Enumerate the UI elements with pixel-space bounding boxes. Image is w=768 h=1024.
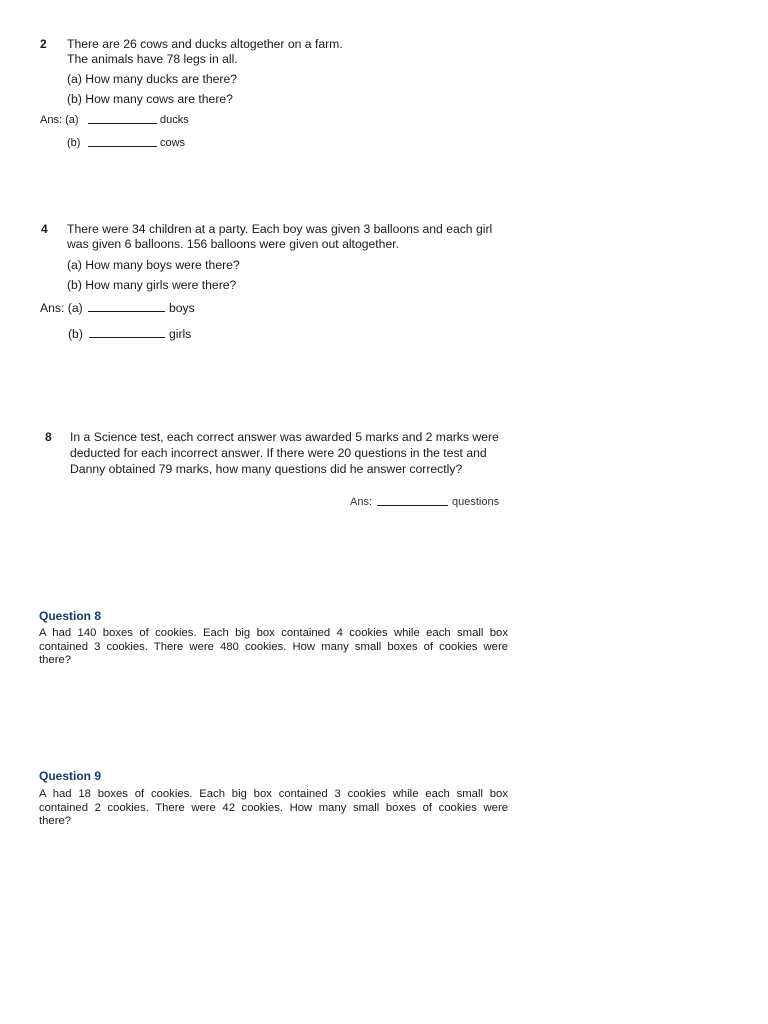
answer-unit: ducks — [160, 114, 189, 126]
answer-blank[interactable] — [88, 301, 165, 312]
problem-text-line: The animals have 78 legs in all. — [67, 52, 238, 66]
sub-question: (b) How many cows are there? — [67, 92, 233, 106]
answer-label: Ans: (a) — [40, 114, 79, 126]
answer-label: (b) — [68, 327, 83, 341]
problem-text-line: Danny obtained 79 marks, how many questions did he answer correctly? — [70, 462, 463, 476]
question-heading: Question 8 — [39, 609, 102, 623]
problem-number: 4 — [41, 222, 48, 236]
problem-text-line: There are 26 cows and ducks altogether on a farm. — [67, 37, 343, 51]
question-heading: Question 9 — [39, 769, 102, 783]
answer-blank[interactable] — [88, 113, 157, 124]
question-text-line: there? — [39, 654, 72, 666]
sub-question: (b) How many girls were there? — [67, 278, 237, 292]
problem-number: 2 — [40, 37, 47, 51]
answer-label: (b) — [67, 137, 81, 149]
sub-question: (a) How many boys were there? — [67, 258, 240, 272]
question-text-line: A had 18 boxes of cookies. Each big box contained 3 cookies while each small box — [39, 788, 508, 800]
sub-question: (a) How many ducks are there? — [67, 72, 238, 86]
answer-unit: questions — [452, 496, 500, 508]
problem-text-line: deducted for each incorrect answer. If there were 20 questions in the test and — [70, 446, 487, 460]
answer-label: Ans: (a) — [40, 301, 83, 315]
problem-text-line: In a Science test, each correct answer was awarded 5 marks and 2 marks were — [70, 430, 499, 444]
answer-blank[interactable] — [377, 495, 448, 506]
question-body — [39, 627, 508, 668]
question-text-line: there? — [39, 815, 72, 827]
answer-unit: girls — [169, 327, 192, 341]
answer-unit: boys — [169, 301, 195, 315]
question-text-line: A had 140 boxes of cookies. Each big box contained 4 cookies while each small box — [39, 627, 508, 639]
answer-unit: cows — [160, 137, 186, 149]
answer-label: Ans: — [350, 496, 373, 508]
answer-blank[interactable] — [89, 327, 165, 338]
question-text-line: contained 3 cookies. There were 480 cookies. How many small boxes of cookies were — [39, 640, 508, 653]
problem-text-line: There were 34 children at a party. Each boy was given 3 balloons and each girl — [67, 222, 493, 236]
answer-blank[interactable] — [88, 136, 157, 147]
problem-number: 8 — [45, 430, 52, 444]
question-body — [39, 788, 508, 829]
problem-text-line: was given 6 balloons. 156 balloons were given out altogether. — [67, 237, 399, 251]
question-text-line: contained 2 cookies. There were 42 cookies. How many small boxes of cookies were — [39, 801, 508, 814]
